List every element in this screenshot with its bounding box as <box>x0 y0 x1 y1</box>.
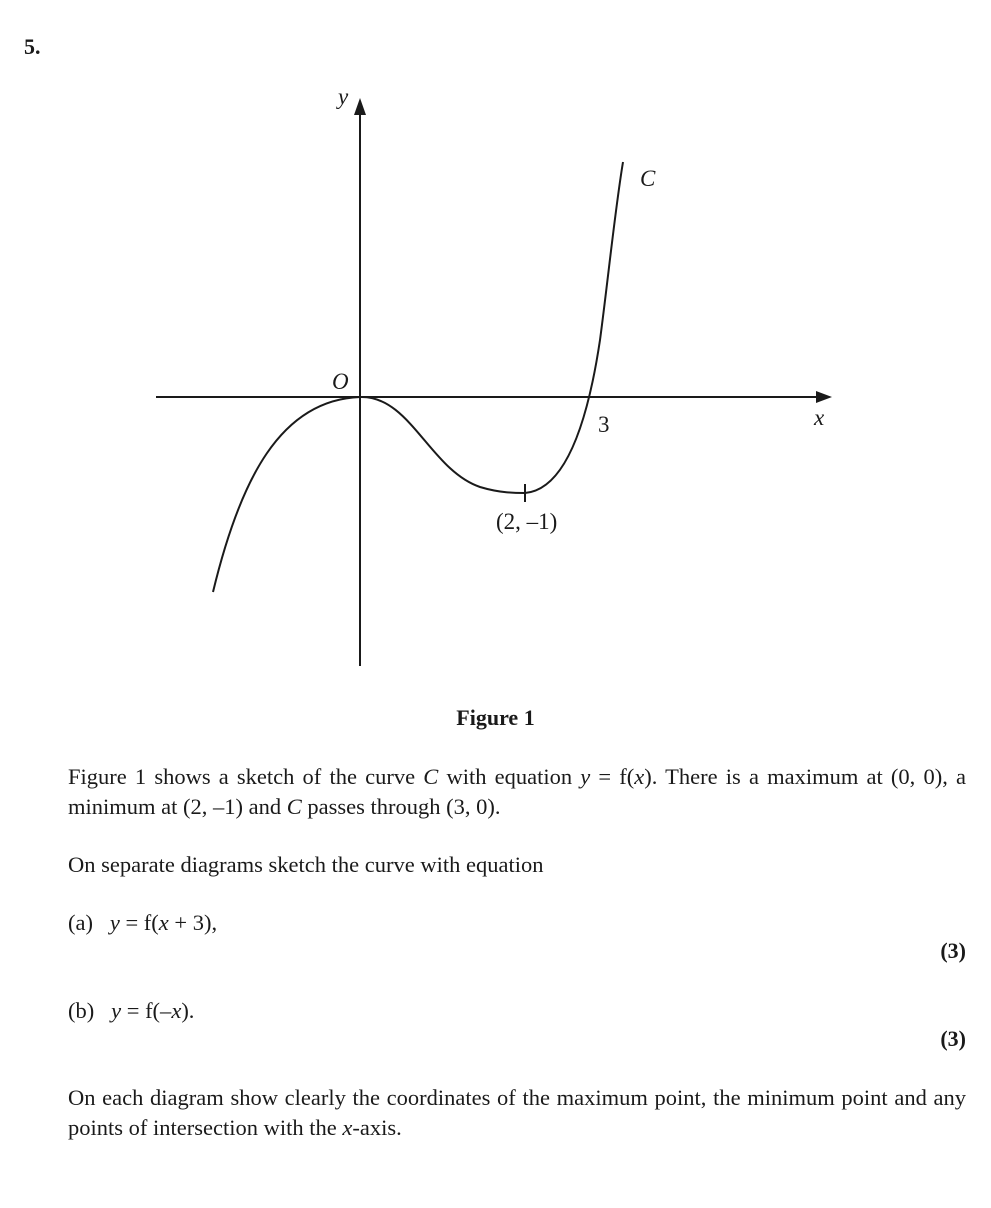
question-number: 5. <box>24 34 41 59</box>
curve-label: C <box>640 166 656 191</box>
paragraph-instruction: On separate diagrams sketch the curve with equation <box>68 852 544 877</box>
text-fragment: = f(– <box>121 998 172 1023</box>
text-fragment: Figure 1 shows a sketch of the curve <box>68 764 424 789</box>
part-b-marks: (3) <box>940 1026 966 1051</box>
paragraph-final-instruction <box>68 1083 966 1143</box>
figure-caption: Figure 1 <box>456 705 535 730</box>
part-b-label: (b) <box>68 998 95 1023</box>
math-y: y <box>111 998 122 1023</box>
math-x: x <box>158 910 169 935</box>
minimum-label: (2, –1) <box>496 509 558 534</box>
part-a <box>68 908 966 938</box>
curve-c <box>213 162 623 592</box>
math-x: x <box>342 1115 353 1140</box>
text-fragment: + 3), <box>168 910 218 935</box>
math-c: C <box>423 764 439 789</box>
paragraph-intro <box>68 762 966 822</box>
x-intercept-label: 3 <box>598 412 610 437</box>
math-c: C <box>286 794 302 819</box>
text-fragment: -axis. <box>352 1115 402 1140</box>
x-axis-label: x <box>814 405 825 430</box>
text-fragment: ). <box>181 998 195 1023</box>
math-y: y <box>109 910 120 935</box>
text-fragment: = f( <box>590 764 635 789</box>
text-fragment: On each diagram show clearly the coordinates of the maximum point, the minimum point and any points of intersection with the <box>68 1085 966 1140</box>
text-fragment: with equation <box>438 764 581 789</box>
text-fragment: passes through (3, 0). <box>301 794 501 819</box>
math-x: x <box>634 764 645 789</box>
math-x: x <box>171 998 182 1023</box>
part-a-marks: (3) <box>940 938 966 963</box>
y-axis-label: y <box>338 84 349 109</box>
text-fragment: ). There is a maximum at (0, 0), a minimum at (2, –1) and <box>68 764 966 819</box>
x-axis-arrow-icon <box>816 391 832 403</box>
part-a-label: (a) <box>68 910 93 935</box>
origin-label: O <box>332 369 349 394</box>
math-y: y <box>580 764 591 789</box>
text-fragment: = f( <box>119 910 159 935</box>
part-b <box>68 996 966 1026</box>
y-axis-arrow-icon <box>354 98 366 115</box>
